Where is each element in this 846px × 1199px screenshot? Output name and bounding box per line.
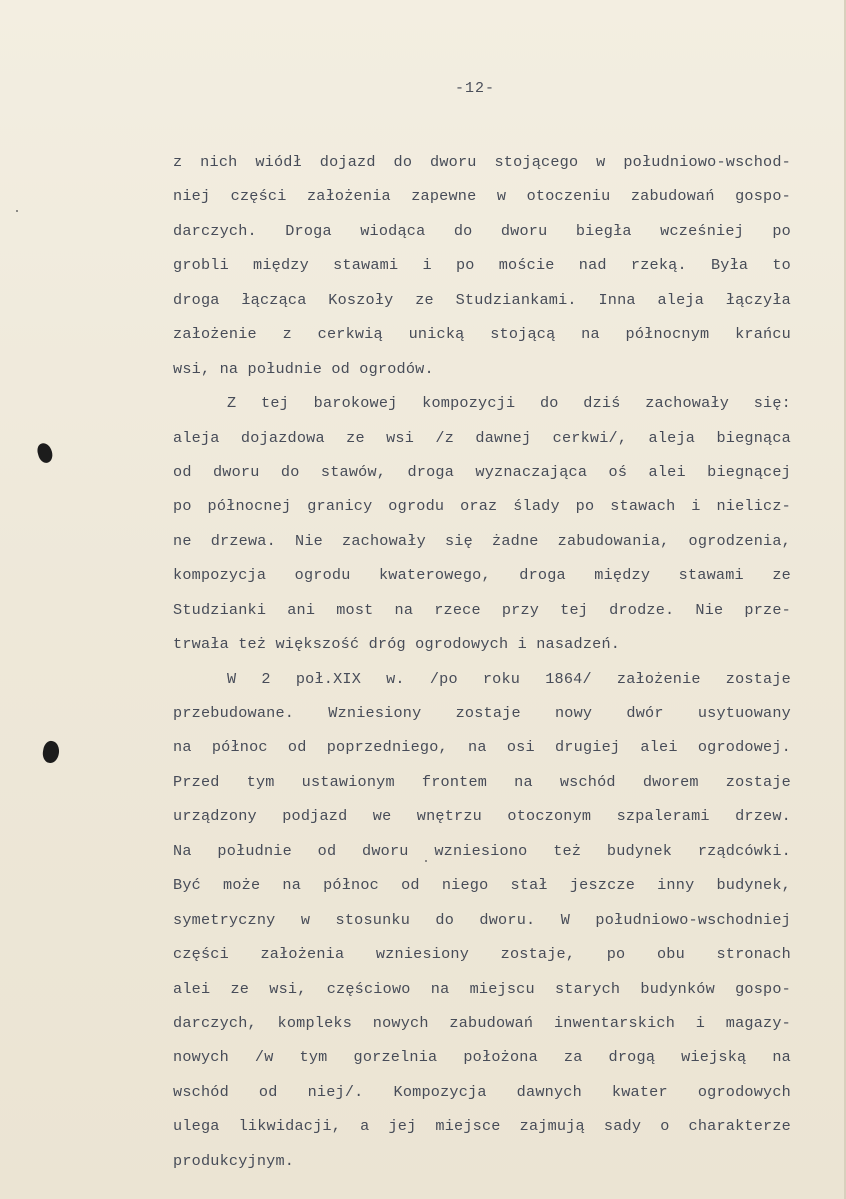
text-line: ne drzewa. Nie zachowały się żadne zabudowania, ogrodzenia,	[173, 531, 791, 550]
text-line: z nich wiódł dojazd do dworu stojącego w południowo-wschod-	[173, 153, 791, 171]
text-line: darczych. Droga wiodąca do dworu biegła wcześniej po	[173, 221, 791, 240]
text-line: alei ze wsi, częściowo na miejscu starych budynków gospo-	[173, 979, 791, 998]
text-line: urządzony podjazd we wnętrzu otoczonym szpalerami drzew.	[173, 807, 791, 826]
paragraph-first-line: W 2 poł.XIX w. /po roku 1864/ założenie zostaje	[227, 669, 791, 688]
page-number: -12-	[455, 80, 496, 97]
paragraph-first-line: Z tej barokowej kompozycji do dziś zachowały się:	[227, 394, 791, 413]
text-line: droga łącząca Koszoły ze Studziankami. Inna aleja łączyła	[173, 290, 791, 309]
punch-hole-bottom	[41, 740, 61, 764]
text-line: aleja dojazdowa ze wsi /z dawnej cerkwi/, aleja biegnąca	[173, 428, 791, 447]
text-line: Być może na północ od niego stał jeszcze inny budynek,	[173, 876, 791, 895]
text-line: niej części założenia zapewne w otoczeniu zabudowań gospo-	[173, 187, 791, 206]
text-line: przebudowane. Wzniesiony zostaje nowy dwór usytuowany	[173, 704, 791, 722]
text-line: produkcyjnym.	[173, 1151, 295, 1170]
text-line: części założenia wzniesiony zostaje, po obu stronach	[173, 945, 791, 964]
text-line: po północnej granicy ogrodu oraz ślady po stawach i nielicz-	[173, 497, 791, 516]
text-line: darczych, kompleks nowych zabudowań inwentarskich i magazy-	[173, 1013, 791, 1032]
text-line: na północ od poprzedniego, na osi drugiej alei ogrodowej.	[173, 738, 791, 757]
body-text	[173, 145, 791, 1178]
text-line: wsi, na południe od ogrodów.	[173, 359, 434, 378]
text-line: Na południe od dworu wzniesiono też budynek rządcówki.	[173, 841, 791, 860]
text-line: ulega likwidacji, a jej miejsce zajmują sady o charakterze	[173, 1117, 791, 1136]
text-line: Studzianki ani most na rzece przy tej drodze. Nie prze-	[173, 600, 791, 619]
text-line: nowych /w tym gorzelnia położona za drogą wiejską na	[173, 1048, 791, 1067]
text-line: kompozycja ogrodu kwaterowego, droga między stawami ze	[173, 566, 791, 585]
text-line: symetryczny w stosunku do dworu. W południowo-wschodniej	[173, 910, 791, 929]
punch-hole-top	[36, 442, 55, 465]
text-line: od dworu do stawów, droga wyznaczająca oś alei biegnącej	[173, 462, 791, 481]
paper-speck	[16, 210, 18, 212]
text-line: grobli między stawami i po moście nad rzeką. Była to	[173, 256, 791, 275]
text-line: wschód od niej/. Kompozycja dawnych kwater ogrodowych	[173, 1082, 791, 1101]
text-line: założenie z cerkwią unicką stojącą na północnym krańcu	[173, 325, 791, 344]
text-line: Przed tym ustawionym frontem na wschód dworem zostaje	[173, 772, 791, 791]
text-line: trwała też większość dróg ogrodowych i nasadzeń.	[173, 635, 621, 654]
